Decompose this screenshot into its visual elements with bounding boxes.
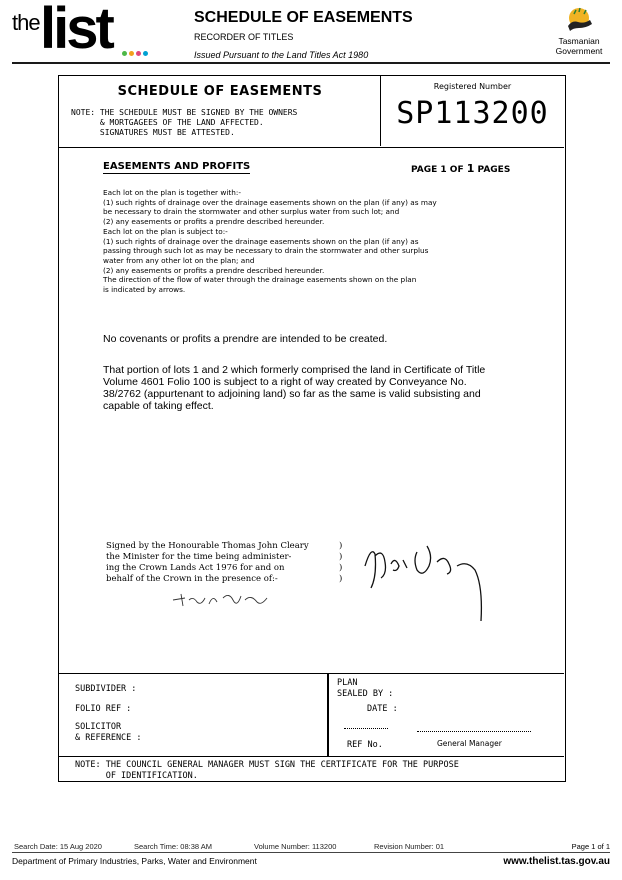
body-line: (1) such rights of drainage over the drainage easements shown on the plan (if any) as may (103, 197, 437, 207)
signing-clause (106, 541, 309, 585)
signing-line: the Minister for the time being administer- (106, 552, 292, 562)
easement-terms (103, 188, 543, 295)
registered-number: SP113200 (396, 96, 549, 131)
body-line: Each lot on the plan is subject to:- (103, 226, 228, 236)
body-line: water from any other lot on the plan; and (103, 255, 255, 265)
logo-dot (129, 51, 134, 56)
logo-dots (122, 51, 148, 56)
tasmanian-government-logo (548, 6, 610, 56)
tasmanian-tiger-icon (562, 6, 596, 36)
banner-issued: Issued Pursuant to the Land Titles Act 1980 (194, 50, 369, 60)
schedule-header-box (59, 76, 564, 148)
general-manager-label: General Manager (437, 739, 502, 748)
signing-line: Signed by the Honourable Thomas John Cleary (106, 541, 309, 551)
gov-line2: Government (555, 46, 603, 56)
right-of-way-line: 38/2762 (appurtenant to adjoining land) so far as the same is valid subsisting and (103, 388, 481, 400)
bracket: ) (339, 563, 343, 573)
logo-the-text: the (12, 10, 40, 35)
body-line: passing through such lot as may be necessary to drain the stormwater and other surplus (103, 246, 429, 256)
banner-rule (12, 62, 610, 64)
plan-details-block (59, 673, 564, 757)
footer-rule (12, 852, 610, 853)
schedule-note: NOTE: THE SCHEDULE MUST BE SIGNED BY THE OWNERS & MORTGAGEES OF THE LAND AFFECTED. SIGNATURES MUST BE ATTESTED. (71, 108, 298, 137)
bracket: ) (339, 574, 343, 584)
search-date: Search Date: 15 Aug 2020 (14, 842, 102, 851)
plan-sealed-label: PLAN SEALED BY : (337, 678, 394, 699)
bottom-divider (327, 674, 329, 756)
solicitor-label: SOLICITOR & REFERENCE : (75, 722, 142, 743)
volume-number: Volume Number: 113200 (254, 842, 337, 851)
body-line: (2) any easements or profits a prendre described hereunder. (103, 265, 325, 275)
subdivider-label: SUBDIVIDER : (75, 684, 137, 694)
general-manager-line (417, 731, 531, 732)
body-line: be necessary to drain the stormwater and other surplus water from such lot; and (103, 207, 400, 217)
minister-signature (357, 526, 507, 626)
body-line: Each lot on the plan is together with:- (103, 188, 241, 197)
registered-number-label: Registered Number (433, 82, 512, 91)
body-line: (2) any easements or profits a prendre described hereunder. (103, 217, 325, 227)
signing-line: behalf of the Crown in the presence of:- (106, 574, 278, 584)
body-line: The direction of the flow of water through the drainage easements shown on the plan (103, 275, 417, 285)
revision-number: Revision Number: 01 (374, 842, 445, 851)
no-covenants-text: No covenants or profits a prendre are intended to be created. (103, 333, 388, 345)
folio-ref-label: FOLIO REF : (75, 704, 132, 714)
ref-no-label: REF No. (347, 740, 383, 750)
date-label: DATE : (367, 704, 398, 714)
section-title: EASEMENTS AND PROFITS (103, 161, 251, 172)
schedule-document (58, 75, 566, 782)
right-of-way-line: capable of taking effect. (103, 400, 214, 412)
bracket: ) (339, 541, 343, 551)
gov-line1: Tasmanian (558, 36, 600, 46)
logo-dot (122, 51, 127, 56)
page-prefix: PAGE 1 OF (411, 165, 464, 175)
bracket: ) (339, 552, 343, 562)
department-name: Department of Primary Industries, Parks, Water and Environment (12, 856, 257, 866)
logo-list-text: list (40, 0, 112, 61)
page-count (411, 162, 510, 175)
right-of-way-line: That portion of lots 1 and 2 which formerly comprised the land in Certificate of Title (103, 364, 486, 376)
schedule-header-left (59, 76, 381, 146)
signing-line: ing the Crown Lands Act 1976 for and on (106, 563, 285, 573)
schedule-title: SCHEDULE OF EASEMENTS (117, 84, 323, 99)
witness-signature (171, 588, 271, 612)
logo-dot (136, 51, 141, 56)
page-total: 1 (466, 162, 475, 175)
banner-title: SCHEDULE OF EASEMENTS (194, 9, 413, 26)
right-of-way-line: Volume 4601 Folio 100 is subject to a right of way created by Conveyance No. (103, 376, 467, 388)
website-link[interactable]: www.thelist.tas.gov.au (503, 856, 610, 867)
banner-subtitle: RECORDER OF TITLES (194, 32, 294, 42)
search-time: Search Time: 08:38 AM (134, 842, 212, 851)
logo-dot (143, 51, 148, 56)
ref-no-line (344, 728, 388, 729)
thelist-logo (12, 0, 152, 62)
council-note: NOTE: THE COUNCIL GENERAL MANAGER MUST SIGN THE CERTIFICATE FOR THE PURPOSE OF IDENTIFICATION. (75, 760, 459, 781)
body-line: is indicated by arrows. (103, 285, 186, 295)
body-line: (1) such rights of drainage over the drainage easements shown on the plan (if any) as (103, 236, 419, 246)
signing-brackets (339, 541, 342, 585)
footer-page: Page 1 of 1 (571, 842, 610, 851)
right-of-way-text (103, 364, 515, 412)
page-suffix: PAGES (477, 165, 511, 175)
